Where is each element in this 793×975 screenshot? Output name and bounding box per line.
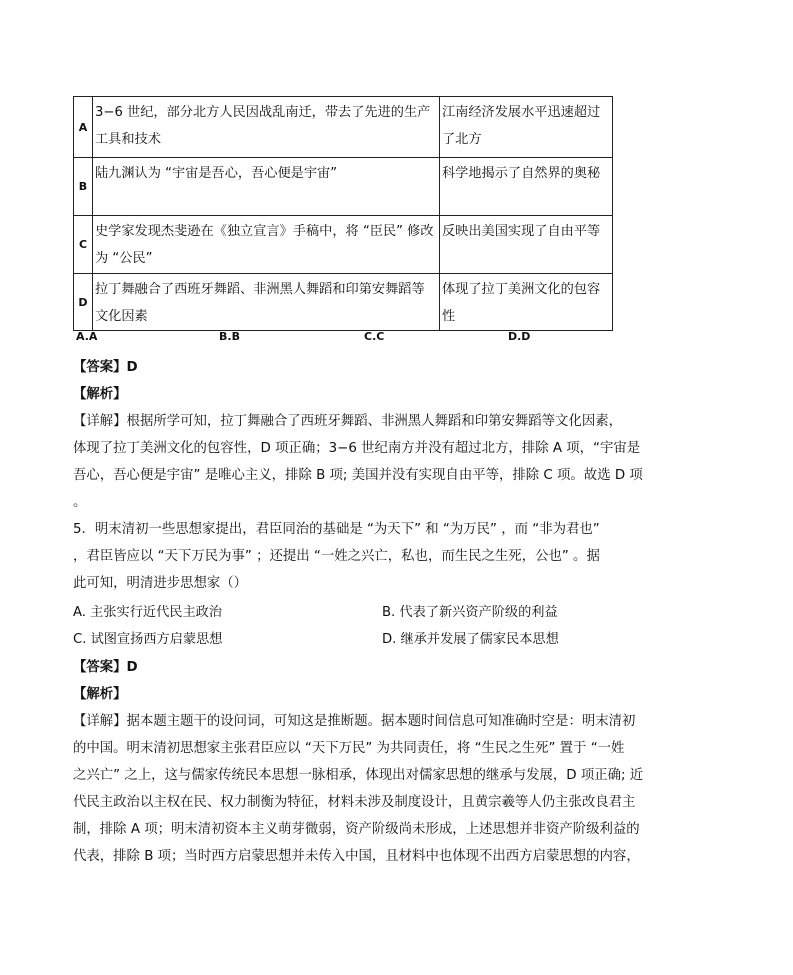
q4-detail-line: 吾心，吾心便是宇宙” 是唯心主义，排除 B 项; 美国并没有实现自由平等，排除 C 项。故选 D 项 [73, 468, 643, 483]
q5-detail-line: 之兴亡” 之上，这与儒家传统民本思想一脉相承，体现出对儒家思想的继承与发展，D 项正确; 近 [73, 768, 644, 783]
q4-choice-a: A.A [76, 330, 98, 343]
table-row [74, 97, 613, 158]
table-row [74, 158, 613, 216]
q5-option-a: A. 主张实行近代民主政治 [73, 605, 223, 620]
q4-analysis-heading: 【解析】 [73, 387, 127, 402]
q5-detail-line: 的中国。明末清初思想家主张君臣应以 “天下万民” 为共同责任，将 “生民之生死” 置于 “一姓 [73, 741, 625, 756]
q5-answer: 【答案】D [73, 660, 138, 675]
options-table [73, 96, 613, 331]
row-key: D [74, 274, 93, 331]
q5-detail-line: 代表，排除 B 项；当时西方启蒙思想并未传入中国，且材料中也体现不出西方启蒙思想的内容， [73, 849, 640, 864]
q5-stem-line: 此可知，明清进步思想家（） [73, 576, 248, 591]
table-row [74, 274, 613, 331]
q4-detail-line: 。 [73, 495, 87, 510]
q5-option-b: B. 代表了新兴资产阶级的利益 [382, 605, 558, 620]
q5-detail-line: 制，排除 A 项；明末清初资本主义萌芽微弱，资产阶级尚未形成，上述思想并非资产阶级利益的 [73, 822, 640, 837]
row-statement: 陆九渊认为 “宇宙是吾心，吾心便是宇宙” [93, 158, 440, 216]
q5-stem-line: ，君臣皆应以 “天下万民为事” ；还提出 “一姓之兴亡，私也，而生民之生死，公也” 。据 [73, 549, 600, 564]
q4-detail-line: 【详解】根据所学可知，拉丁舞融合了西班牙舞蹈、非洲黑人舞蹈和印第安舞蹈等文化因素， [73, 414, 623, 429]
row-conclusion: 科学地揭示了自然界的奥秘 [440, 158, 613, 216]
q5-option-d: D. 继承并发展了儒家民本思想 [382, 632, 559, 647]
q5-analysis-heading: 【解析】 [73, 687, 127, 702]
q4-choice-b: B.B [219, 330, 240, 343]
q4-choice-c: C.C [364, 330, 385, 343]
row-conclusion: 体现了拉丁美洲文化的包容性 [440, 274, 613, 331]
q4-detail-line: 体现了拉丁美洲文化的包容性，D 项正确；3−6 世纪南方并没有超过北方，排除 A 项，“宇宙是 [73, 441, 641, 456]
row-key: A [74, 97, 93, 158]
q4-answer: 【答案】D [73, 360, 138, 375]
q5-stem-line: 5．明末清初一些思想家提出，君臣同治的基础是 “为天下” 和 “为万民” ，而 “非为君也” [73, 522, 600, 537]
row-key: C [74, 216, 93, 274]
q4-choice-d: D.D [508, 330, 531, 343]
row-statement: 拉丁舞融合了西班牙舞蹈、非洲黑人舞蹈和印第安舞蹈等文化因素 [93, 274, 440, 331]
q5-detail-line: 代民主政治以主权在民、权力制衡为特征，材料未涉及制度设计，且黄宗羲等人仍主张改良君主 [73, 795, 636, 810]
q5-detail-line: 【详解】据本题主题干的设问词，可知这是推断题。据本题时间信息可知准确时空是：明末清初 [73, 714, 636, 729]
row-conclusion: 反映出美国实现了自由平等 [440, 216, 613, 274]
row-conclusion: 江南经济发展水平迅速超过了北方 [440, 97, 613, 158]
row-statement: 3−6 世纪，部分北方人民因战乱南迁，带去了先进的生产工具和技术 [93, 97, 440, 158]
q5-option-c: C. 试图宣扬西方启蒙思想 [73, 632, 223, 647]
row-key: B [74, 158, 93, 216]
row-statement: 史学家发现杰斐逊在《独立宣言》手稿中，将 “臣民” 修改为 “公民” [93, 216, 440, 274]
table-row [74, 216, 613, 274]
